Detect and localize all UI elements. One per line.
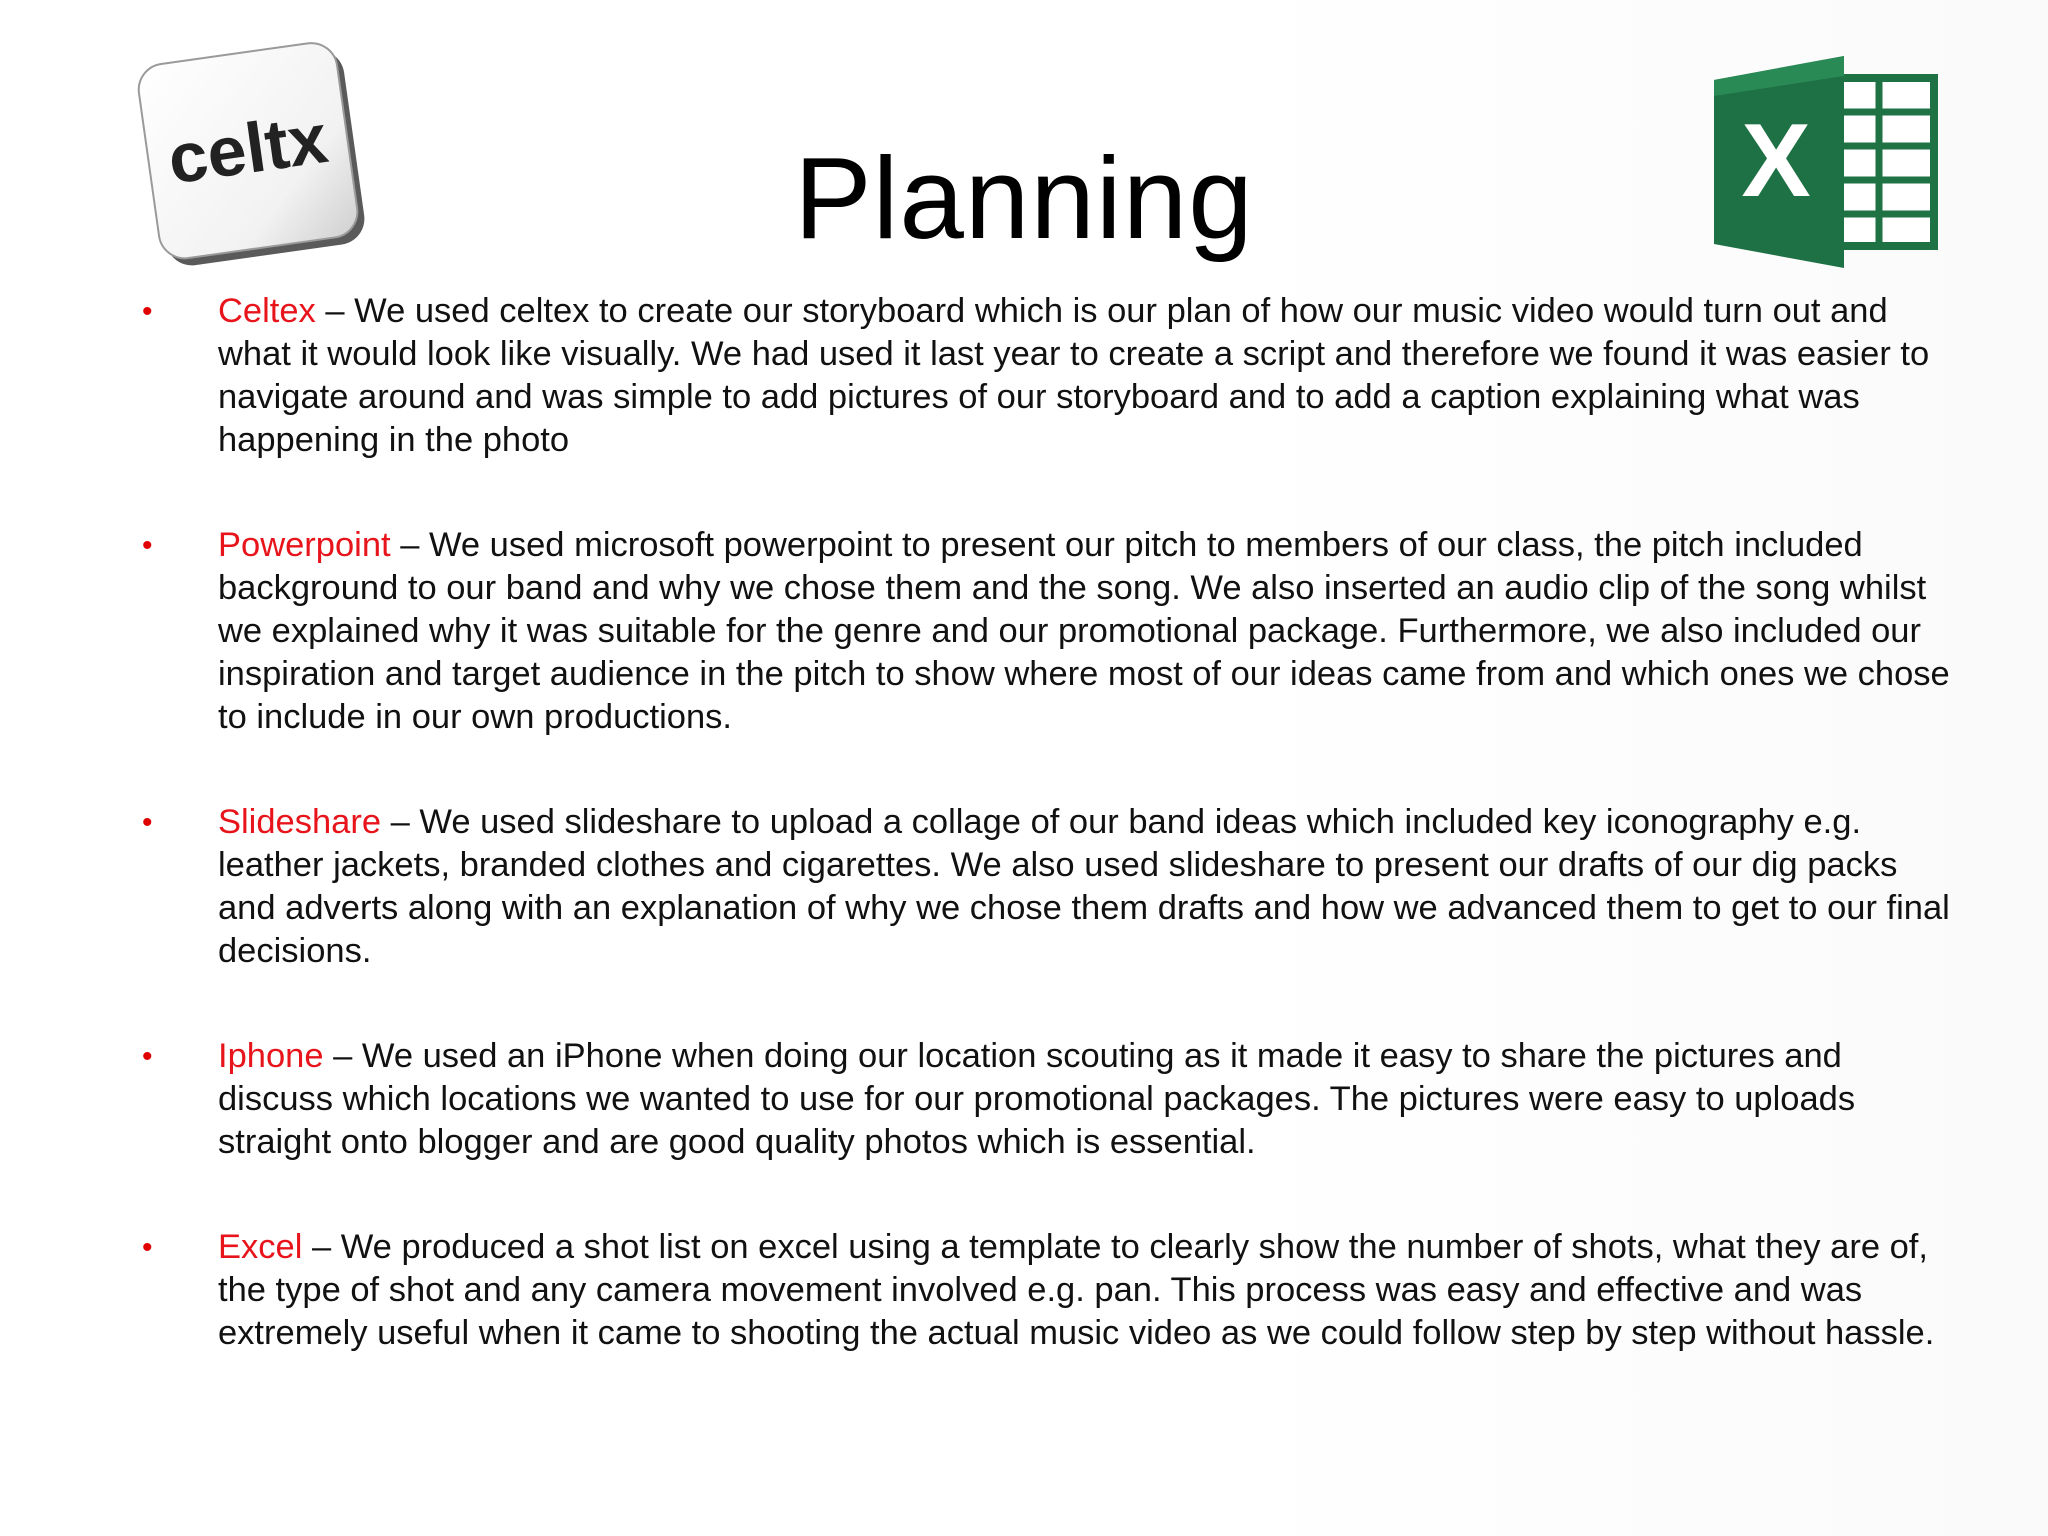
bullet-term: Slideshare bbox=[218, 803, 382, 841]
bullet-term: Celtex bbox=[218, 292, 316, 330]
page-title: Planning bbox=[794, 133, 1254, 263]
bullet-icon: • bbox=[142, 529, 153, 562]
bullet-text: – We produced a shot list on excel using a template to clearly show the number of shots, what they are of, the type of shot and any camera movement involved e.g. pan. This process was easy and effective and was extremely useful when it came to shooting the actual music video as we could follow step by step without hassle. bbox=[218, 1228, 1935, 1352]
bullet-term: Excel bbox=[218, 1228, 303, 1266]
list-item bbox=[142, 1226, 1958, 1355]
list-item bbox=[142, 290, 1958, 462]
bullet-text: – We used an iPhone when doing our location scouting as it made it easy to share the pictures and discuss which locations we wanted to use for our promotional packages. The pictures were easy to uploads straight onto blogger and are good quality photos which is essential. bbox=[218, 1037, 1856, 1161]
bullet-icon: • bbox=[142, 806, 153, 839]
excel-logo-text: X bbox=[1741, 103, 1811, 219]
bullet-list bbox=[142, 290, 1958, 1417]
bullet-icon: • bbox=[142, 1040, 153, 1073]
celtx-logo-text: celtx bbox=[163, 98, 333, 199]
bullet-icon: • bbox=[142, 295, 153, 328]
bullet-term: Iphone bbox=[218, 1037, 324, 1075]
list-item bbox=[142, 524, 1958, 739]
list-item bbox=[142, 1035, 1958, 1164]
bullet-icon: • bbox=[142, 1231, 153, 1264]
bullet-term: Powerpoint bbox=[218, 526, 391, 564]
bullet-text: – We used celtex to create our storyboard which is our plan of how our music video would turn out and what it would look like visually. We had used it last year to create a script and therefore we found it was easier to navigate around and was simple to add pictures of our storyboard and to add a caption explaining what was happening in the photo bbox=[218, 292, 1930, 459]
list-item bbox=[142, 801, 1958, 973]
bullet-text: – We used slideshare to upload a collage of our band ideas which included key iconography e.g. leather jackets, branded clothes and cigarettes. We also used slideshare to present our drafts of our dig packs and adverts along with an explanation of why we chose them drafts and how we advanced them to get to our final decisions. bbox=[218, 803, 1950, 970]
bullet-text: – We used microsoft powerpoint to present our pitch to members of our class, the pitch included background to our band and why we chose them and the song. We also inserted an audio clip of the song whilst we explained why it was suitable for the genre and our promotional package. Furthermore, we also included our inspiration and target audience in the pitch to show where most of our ideas came from and which ones we chose to include in our own productions. bbox=[218, 526, 1950, 736]
